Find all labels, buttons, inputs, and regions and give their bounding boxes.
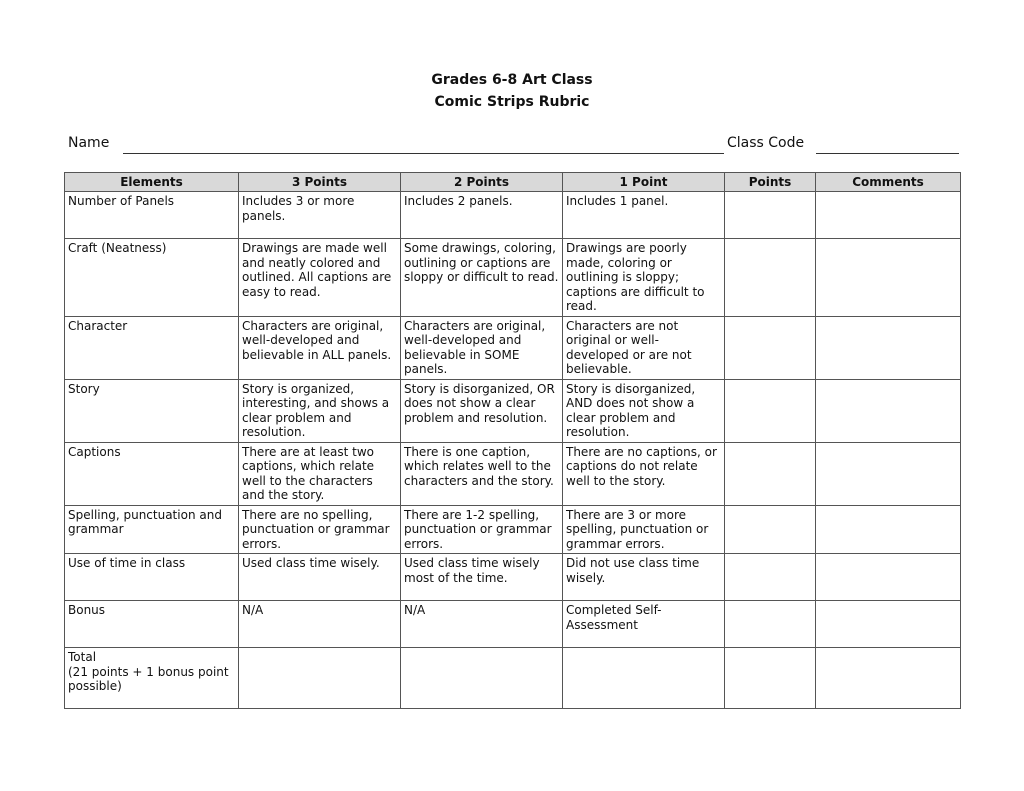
points-cell[interactable] (725, 192, 816, 239)
element-cell: Total (21 points + 1 bonus point possible) (65, 648, 239, 709)
table-row (65, 554, 961, 601)
comments-cell[interactable] (816, 239, 961, 317)
table-row (65, 648, 961, 709)
column-header-3-points: 3 Points (239, 173, 401, 192)
element-cell: Number of Panels (65, 192, 239, 239)
page-title: Grades 6-8 Art Class (431, 72, 593, 88)
two-points-cell (401, 648, 563, 709)
comments-cell[interactable] (816, 316, 961, 379)
page-subtitle: Comic Strips Rubric (434, 94, 590, 110)
one-point-cell (563, 648, 725, 709)
points-cell[interactable] (725, 316, 816, 379)
three-points-cell: Characters are original, well-developed and believable in ALL panels. (239, 316, 401, 379)
class-code-label: Class Code (727, 135, 805, 151)
three-points-cell: There are at least two captions, which relate well to the characters and the story. (239, 442, 401, 505)
one-point-cell: Did not use class time wisely. (563, 554, 725, 601)
table-row (65, 379, 961, 442)
name-field[interactable] (123, 153, 724, 154)
points-cell[interactable] (725, 554, 816, 601)
two-points-cell: Story is disorganized, OR does not show a clear problem and resolution. (401, 379, 563, 442)
three-points-cell: Used class time wisely. (239, 554, 401, 601)
points-cell[interactable] (725, 505, 816, 554)
column-header-1-point: 1 Point (563, 173, 725, 192)
comments-cell[interactable] (816, 648, 961, 709)
element-cell: Bonus (65, 601, 239, 648)
one-point-cell: Story is disorganized, AND does not show a clear problem and resolution. (563, 379, 725, 442)
element-cell: Story (65, 379, 239, 442)
comments-cell[interactable] (816, 505, 961, 554)
one-point-cell: Characters are not original or well-developed or are not believable. (563, 316, 725, 379)
comments-cell[interactable] (816, 442, 961, 505)
rubric-table (64, 172, 961, 709)
three-points-cell (239, 648, 401, 709)
table-header-row (65, 173, 961, 192)
two-points-cell: Includes 2 panels. (401, 192, 563, 239)
comments-cell[interactable] (816, 192, 961, 239)
one-point-cell: Completed Self-Assessment (563, 601, 725, 648)
comments-cell[interactable] (816, 379, 961, 442)
column-header-elements: Elements (65, 173, 239, 192)
points-cell[interactable] (725, 648, 816, 709)
element-cell: Spelling, punctuation and grammar (65, 505, 239, 554)
one-point-cell: There are no captions, or captions do not relate well to the story. (563, 442, 725, 505)
three-points-cell: Story is organized, interesting, and shows a clear problem and resolution. (239, 379, 401, 442)
one-point-cell: Drawings are poorly made, coloring or outlining is sloppy; captions are difficult to read. (563, 239, 725, 317)
column-header-2-points: 2 Points (401, 173, 563, 192)
table-row (65, 239, 961, 317)
comments-cell[interactable] (816, 554, 961, 601)
element-cell: Use of time in class (65, 554, 239, 601)
column-header-points: Points (725, 173, 816, 192)
two-points-cell: N/A (401, 601, 563, 648)
points-cell[interactable] (725, 239, 816, 317)
points-cell[interactable] (725, 379, 816, 442)
one-point-cell: Includes 1 panel. (563, 192, 725, 239)
element-cell: Craft (Neatness) (65, 239, 239, 317)
three-points-cell: Drawings are made well and neatly colored and outlined. All captions are easy to read. (239, 239, 401, 317)
comments-cell[interactable] (816, 601, 961, 648)
element-cell: Character (65, 316, 239, 379)
table-row (65, 505, 961, 554)
table-row (65, 316, 961, 379)
two-points-cell: There are 1-2 spelling, punctuation or grammar errors. (401, 505, 563, 554)
two-points-cell: Characters are original, well-developed and believable in SOME panels. (401, 316, 563, 379)
table-row (65, 442, 961, 505)
two-points-cell: Some drawings, coloring, outlining or captions are sloppy or difficult to read. (401, 239, 563, 317)
two-points-cell: Used class time wisely most of the time. (401, 554, 563, 601)
two-points-cell: There is one caption, which relates well to the characters and the story. (401, 442, 563, 505)
three-points-cell: Includes 3 or more panels. (239, 192, 401, 239)
points-cell[interactable] (725, 601, 816, 648)
one-point-cell: There are 3 or more spelling, punctuation or grammar errors. (563, 505, 725, 554)
table-row (65, 601, 961, 648)
name-label: Name (68, 135, 110, 151)
element-cell: Captions (65, 442, 239, 505)
points-cell[interactable] (725, 442, 816, 505)
three-points-cell: N/A (239, 601, 401, 648)
table-row (65, 192, 961, 239)
class-code-field[interactable] (816, 153, 959, 154)
column-header-comments: Comments (816, 173, 961, 192)
three-points-cell: There are no spelling, punctuation or grammar errors. (239, 505, 401, 554)
